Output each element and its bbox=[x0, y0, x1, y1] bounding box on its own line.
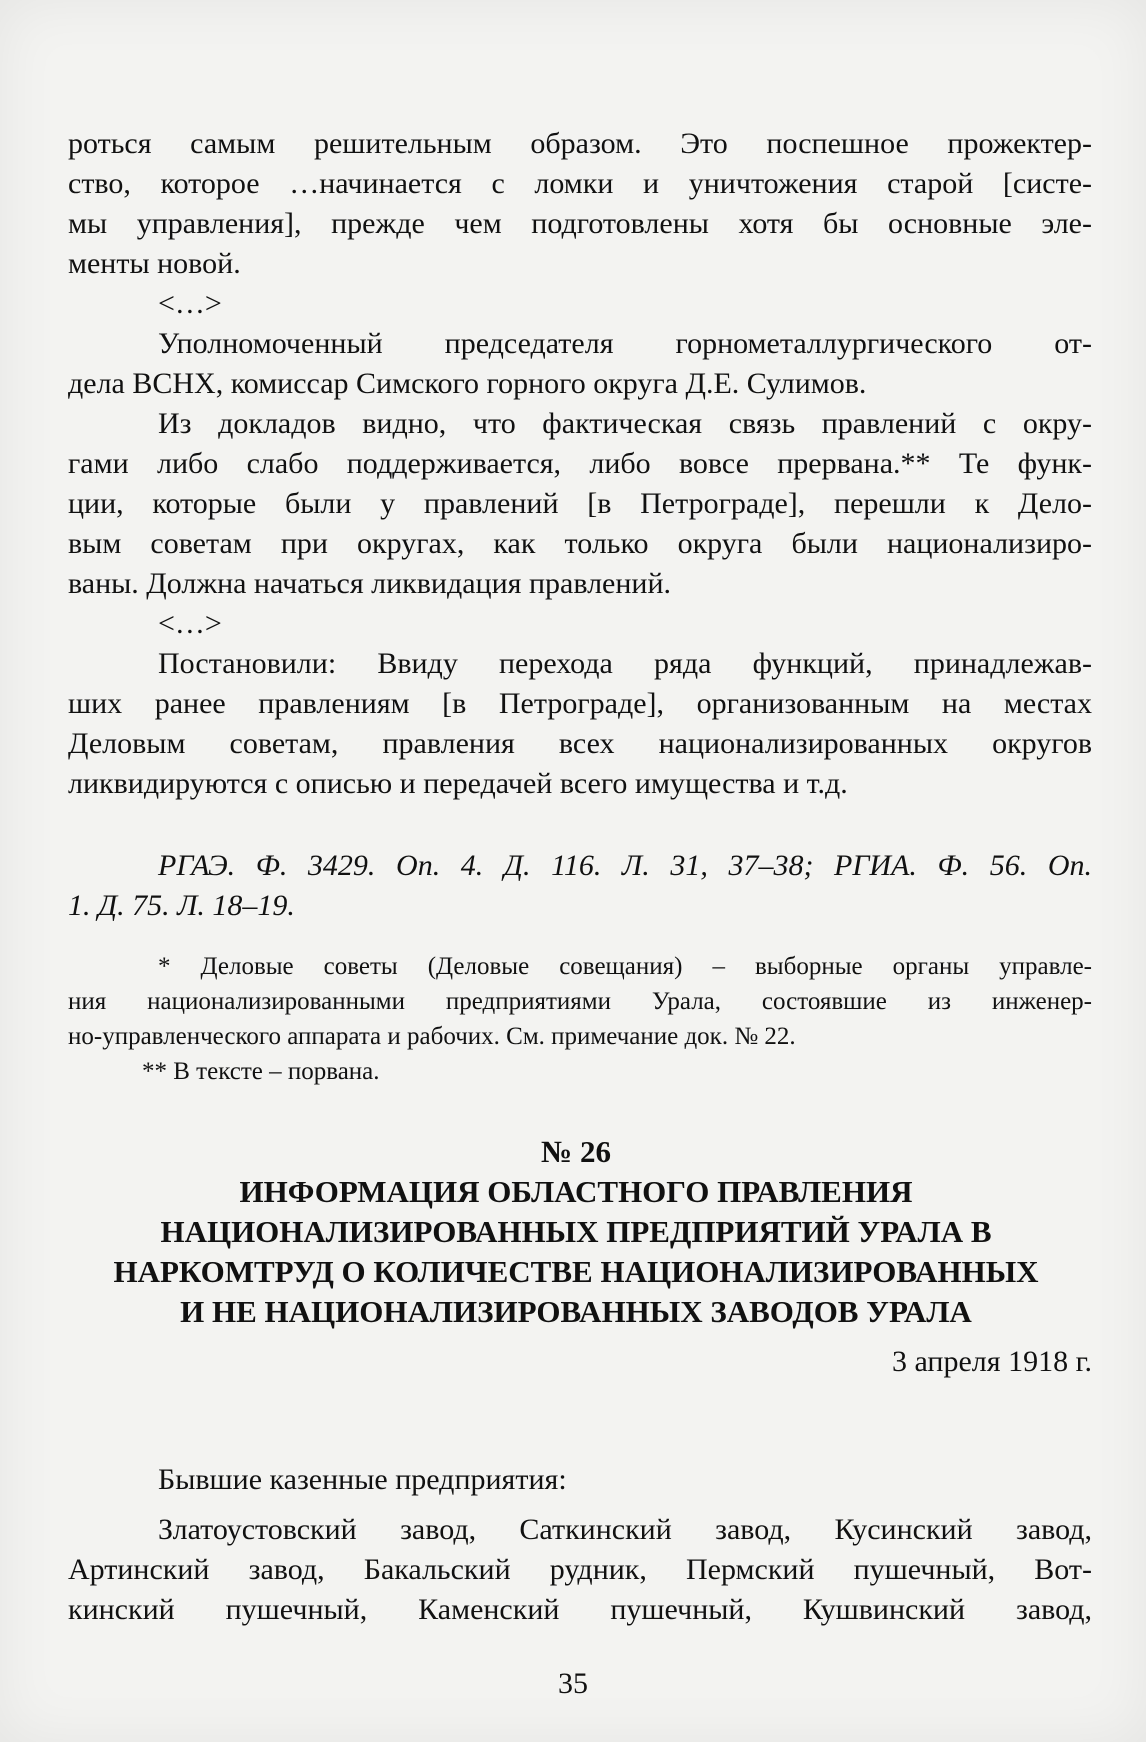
omission-marker: <…> bbox=[158, 607, 222, 640]
page-number: 35 bbox=[558, 1667, 588, 1700]
footnote-line: ** В тексте – порвана. bbox=[142, 1058, 380, 1085]
signature-line: дела ВСНХ, комиссар Симского горного округа Д.Е. Сулимов. bbox=[68, 367, 867, 400]
document-title-line: ИНФОРМАЦИЯ ОБЛАСТНОГО ПРАВЛЕНИЯ bbox=[239, 1174, 913, 1209]
text-line: мы управления], прежде чем подготовлены хотя бы основные эле- bbox=[68, 207, 1092, 240]
document-title-line: НАРКОМТРУД О КОЛИЧЕСТВЕ НАЦИОНАЛИЗИРОВАННЫХ bbox=[113, 1254, 1039, 1289]
footnote-line: ния национализированными предприятиями Урала, состоявшие из инженер- bbox=[68, 988, 1092, 1015]
text-line: менты новой. bbox=[68, 247, 241, 280]
enterprise-line: Артинский завод, Бакальский рудник, Пермский пушечный, Вот- bbox=[68, 1553, 1092, 1586]
footnote-line: но-управленческого аппарата и рабочих. См. примечание док. № 22. bbox=[68, 1023, 796, 1050]
text-line: Из докладов видно, что фактическая связь правлений с окру- bbox=[158, 407, 1092, 440]
text-line: ции, которые были у правлений [в Петрограде], перешли к Дело- bbox=[68, 487, 1092, 520]
text-line: ваны. Должна начаться ликвидация правлений. bbox=[68, 567, 672, 600]
archive-reference: 1. Д. 75. Л. 18–19. bbox=[68, 889, 295, 922]
archive-reference: РГАЭ. Ф. 3429. Оп. 4. Д. 116. Л. 31, 37–38; РГИА. Ф. 56. Оп. bbox=[158, 849, 1092, 882]
text-line: гами либо слабо поддерживается, либо вовсе прервана.** Те функ- bbox=[68, 447, 1092, 480]
text-line: ство, которое …начинается с ломки и уничтожения старой [систе- bbox=[68, 167, 1092, 200]
resolution-line: Постановили: Ввиду перехода ряда функций, принадлежав- bbox=[158, 647, 1092, 680]
document-title-line: НАЦИОНАЛИЗИРОВАННЫХ ПРЕДПРИЯТИЙ УРАЛА В bbox=[160, 1214, 992, 1249]
section-heading: Бывшие казенные предприятия: bbox=[158, 1463, 567, 1496]
enterprise-line: кинский пушечный, Каменский пушечный, Кушвинский завод, bbox=[68, 1593, 1092, 1626]
omission-marker: <…> bbox=[158, 287, 222, 320]
signature-line: Уполномоченный председателя горнометаллургического от- bbox=[158, 327, 1092, 360]
document-title-line: И НЕ НАЦИОНАЛИЗИРОВАННЫХ ЗАВОДОВ УРАЛА bbox=[180, 1294, 972, 1329]
resolution-line: ших ранее правлениям [в Петрограде], организованным на местах bbox=[68, 687, 1092, 720]
text-line: роться самым решительным образом. Это поспешное прожектер- bbox=[68, 127, 1092, 160]
enterprise-line: Златоустовский завод, Саткинский завод, Кусинский завод, bbox=[158, 1513, 1092, 1546]
text-line: вым советам при округах, как только округа были национализиро- bbox=[68, 527, 1092, 560]
document-date: 3 апреля 1918 г. bbox=[892, 1345, 1092, 1378]
footnote-line: * Деловые советы (Деловые совещания) – выборные органы управле- bbox=[158, 953, 1092, 980]
document-number: № 26 bbox=[541, 1134, 611, 1169]
resolution-line: ликвидируются с описью и передачей всего имущества и т.д. bbox=[68, 767, 848, 800]
resolution-line: Деловым советам, правления всех национализированных округов bbox=[68, 727, 1092, 760]
